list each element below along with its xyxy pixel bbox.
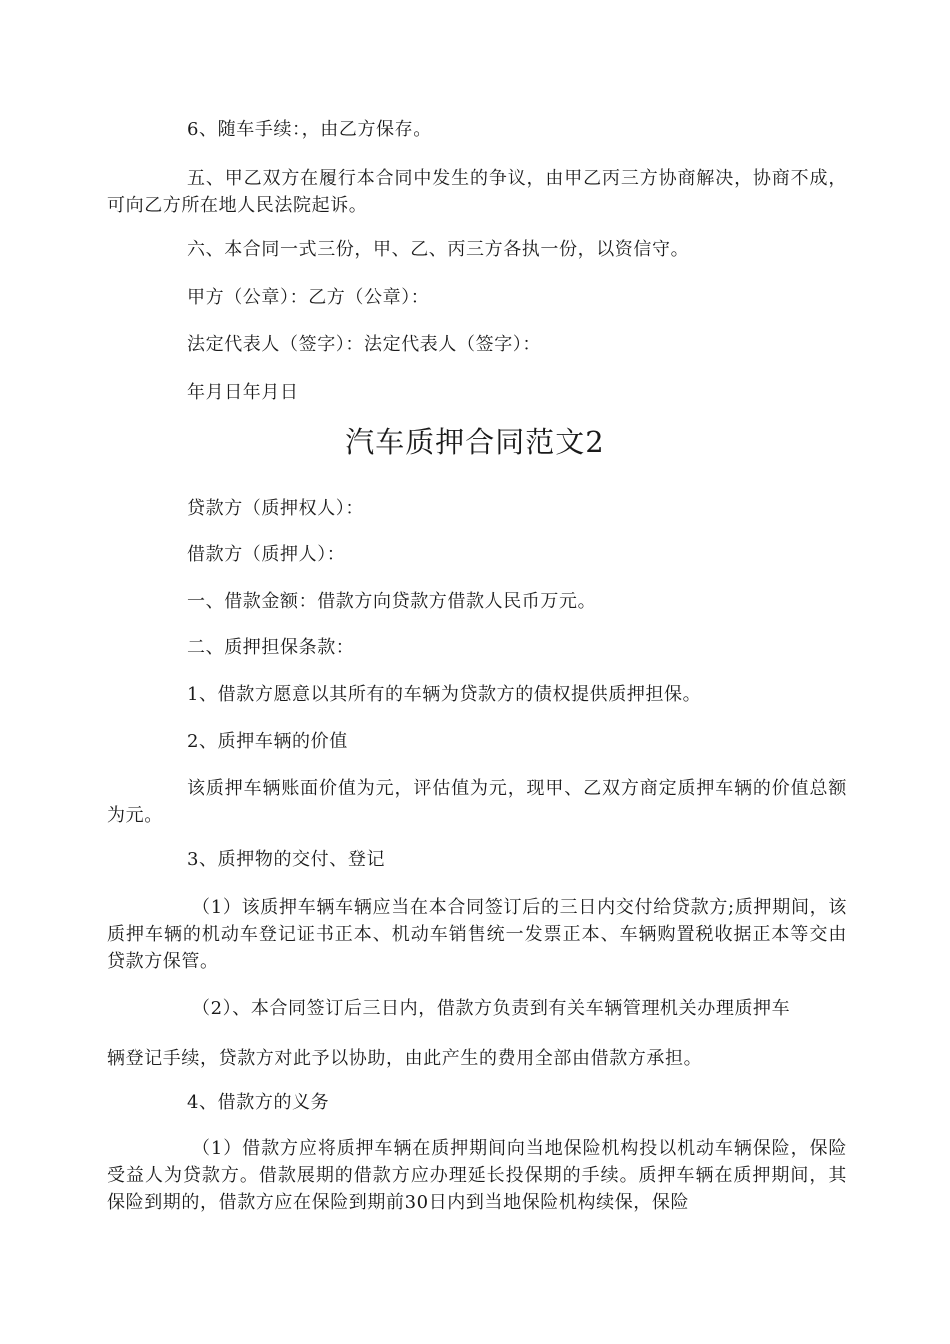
- paragraph-pledge-willingness: 1、借款方愿意以其所有的车辆为贷款方的债权提供质押担保。: [187, 684, 702, 705]
- paragraph-borrower-obligations-heading: 4、借款方的义务: [187, 1092, 330, 1113]
- paragraph-delivery-item-2: （2）、本合同签订后三日内，借款方负责到有关车辆管理机关办理质押车: [192, 998, 791, 1019]
- paragraph-copies-clause: 六、本合同一式三份，甲、乙、丙三方各执一份，以资信守。: [187, 239, 690, 260]
- paragraph-dispute-clause: 五、甲乙双方在履行本合同中发生的争议，由甲乙丙三方协商解决，协商不成，可向乙方所在地人民法院起诉。: [107, 168, 847, 216]
- paragraph-loan-amount: 一、借款金额：借款方向贷款方借款人民币万元。: [187, 591, 597, 612]
- paragraph-signature-line: 法定代表人（签字）：法定代表人（签字）：: [187, 334, 541, 355]
- paragraph-vehicle-value: 该质押车辆账面价值为元，评估值为元，现甲、乙双方商定质押车辆的价值总额为元。: [107, 778, 847, 826]
- paragraph-borrower: 借款方（质押人）：: [187, 544, 346, 565]
- paragraph-insurance-obligation: （1）借款方应将质押车辆在质押期间向当地保险机构投以机动车辆保险，保险受益人为贷款方。借款展期的借款方应办理延长投保期的手续。质押车辆在质押期间，其保险到期的，借款方应在保险到期前30日内到当地保险机构续保，保险: [107, 1138, 847, 1213]
- document-title: 汽车质押合同范文2: [345, 425, 605, 459]
- paragraph-vehicle-value-heading: 2、质押车辆的价值: [187, 731, 348, 752]
- paragraph-pledge-terms-heading: 二、质押担保条款：: [187, 637, 355, 658]
- paragraph-date-line: 年月日年月日: [187, 382, 299, 403]
- paragraph-lender: 贷款方（质押权人）：: [187, 498, 364, 519]
- paragraph-seal-line: 甲方（公章）：乙方（公章）：: [187, 287, 430, 308]
- paragraph-delivery-heading: 3、质押物的交付、登记: [187, 849, 386, 870]
- paragraph-delivery-item-1: （1）该质押车辆车辆应当在本合同签订后的三日内交付给贷款方;质押期间，该质押车辆的机动车登记证书正本、机动车销售统一发票正本、车辆购置税收据正本等交由贷款方保管。: [107, 897, 847, 972]
- paragraph-delivery-item-2-continued: 辆登记手续，贷款方对此予以协助，由此产生的费用全部由借款方承担。: [107, 1048, 703, 1069]
- paragraph-vehicle-documents: 6、随车手续：，由乙方保存。: [187, 119, 432, 140]
